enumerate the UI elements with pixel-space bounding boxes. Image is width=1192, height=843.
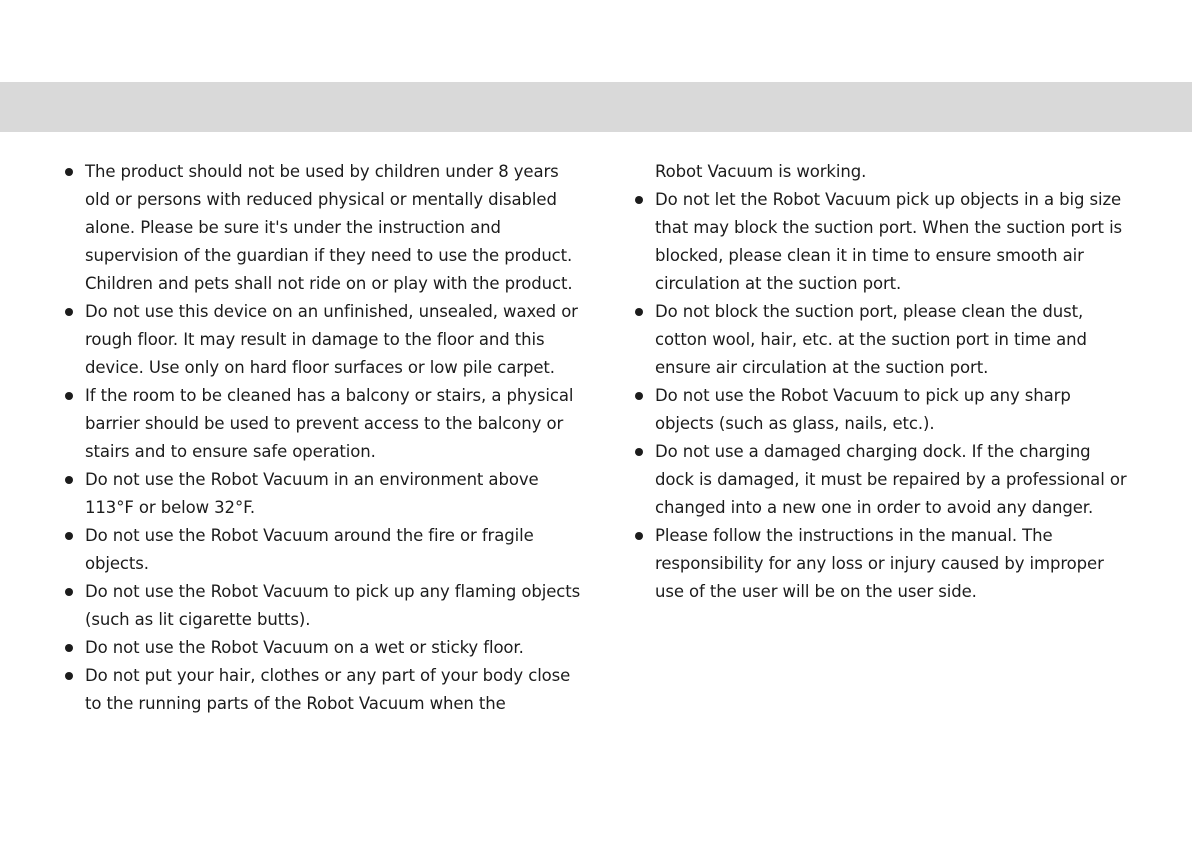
- safety-list-left: [63, 158, 585, 718]
- list-item: [63, 634, 585, 662]
- bullet-icon: [65, 168, 73, 176]
- bullet-icon: [65, 672, 73, 680]
- bullet-icon: [65, 476, 73, 484]
- bullet-icon: [65, 392, 73, 400]
- list-item-text: Do not put your hair, clothes or any part of your body close to the running parts of the Robot Vacuum when the: [85, 666, 571, 713]
- bullet-icon: [635, 532, 643, 540]
- list-item: [63, 466, 585, 522]
- bullet-icon: [65, 588, 73, 596]
- list-item: [63, 578, 585, 634]
- list-item: [633, 522, 1133, 606]
- safety-list-right: [633, 158, 1133, 606]
- bullet-icon: [635, 392, 643, 400]
- list-item-text: If the room to be cleaned has a balcony or stairs, a physical barrier should be used to prevent access to the balcony or stairs and to ensure safe operation.: [85, 386, 574, 461]
- bullet-icon: [65, 644, 73, 652]
- list-item: [63, 522, 585, 578]
- list-item: [633, 438, 1133, 522]
- list-item: [63, 382, 585, 466]
- list-item-text: Do not use the Robot Vacuum to pick up any sharp objects (such as glass, nails, etc.).: [655, 386, 1071, 433]
- bullet-icon: [65, 532, 73, 540]
- list-item-text: The product should not be used by children under 8 years old or persons with reduced physical or mentally disabled alone. Please be sure it's under the instruction and supervision of the guardian if they need to use the product. Children and pets shall not ride on or play with the product.: [85, 162, 573, 293]
- list-item-text: Robot Vacuum is working.: [655, 162, 867, 181]
- bullet-icon: [65, 308, 73, 316]
- list-item: [63, 158, 585, 298]
- list-item-text: Do not use this device on an unfinished, unsealed, waxed or rough floor. It may result in damage to the floor and this device. Use only on hard floor surfaces or low pile carpet.: [85, 302, 578, 377]
- list-item-text: Do not use the Robot Vacuum to pick up any flaming objects (such as lit cigarette butts).: [85, 582, 581, 629]
- list-item: [63, 298, 585, 382]
- list-item: [633, 298, 1133, 382]
- list-item-text: Do not let the Robot Vacuum pick up objects in a big size that may block the suction port. When the suction port is blocked, please clean it in time to ensure smooth air circulation at the suction port.: [655, 190, 1123, 293]
- list-item-continuation: [633, 158, 1133, 186]
- list-item: [63, 662, 585, 718]
- list-item: [633, 186, 1133, 298]
- header-band: [0, 82, 1192, 132]
- list-item-text: Please follow the instructions in the manual. The responsibility for any loss or injury caused by improper use of the user will be on the user side.: [655, 526, 1104, 601]
- bullet-icon: [635, 196, 643, 204]
- bullet-icon: [635, 448, 643, 456]
- list-item: [633, 382, 1133, 438]
- list-item-text: Do not block the suction port, please clean the dust, cotton wool, hair, etc. at the suction port in time and ensure air circulation at the suction port.: [655, 302, 1087, 377]
- list-item-text: Do not use the Robot Vacuum around the fire or fragile objects.: [85, 526, 534, 573]
- list-item-text: Do not use a damaged charging dock. If the charging dock is damaged, it must be repaired by a professional or changed into a new one in order to avoid any danger.: [655, 442, 1127, 517]
- list-item-text: Do not use the Robot Vacuum on a wet or sticky floor.: [85, 638, 524, 657]
- bullet-icon: [635, 308, 643, 316]
- list-item-text: Do not use the Robot Vacuum in an environment above 113°F or below 32°F.: [85, 470, 539, 517]
